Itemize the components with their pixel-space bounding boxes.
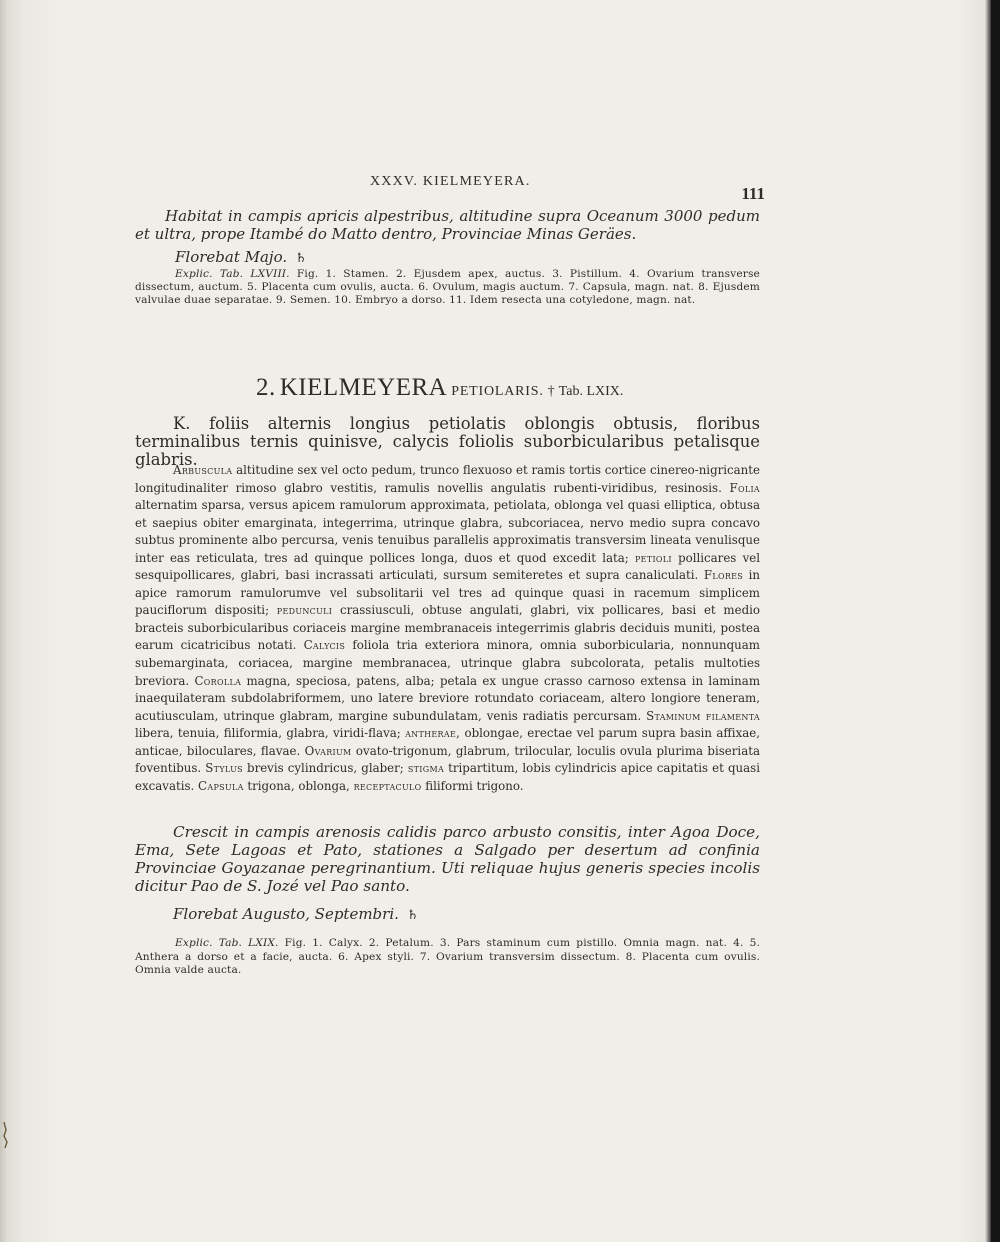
- species-epithet: PETIOLARIS.: [451, 384, 544, 399]
- description-text: in apice ramorum ramulorumve vel subsolitarii vel tres ad quinque quasi in racemum simplicem pauciflorum dispositi;: [135, 568, 760, 618]
- description-text: foliola tria exteriora minora, omnia suborbicularia, nonnunquam subemarginata, coriacea, margine membranacea, utrinque glabra subcolorata, petalis multoties breviora.: [135, 638, 760, 688]
- description-term: Folia: [729, 480, 760, 495]
- species-number: 2.: [256, 374, 276, 401]
- habitat-paragraph: Habitat in campis apricis alpestribus, altitudine supra Oceanum 3000 pedum et ultra, prope Itambé do Matto dentro, Provinciae Minas Geräes.: [135, 207, 760, 243]
- running-title: XXXV. KIELMEYERA.: [370, 174, 531, 189]
- description-text: tripartitum, lobis cylindricis apice capitatis et quasi excavatis.: [135, 761, 760, 793]
- description-term: pedunculi: [276, 603, 333, 618]
- description-term: Corolla: [194, 673, 242, 688]
- flowering-text-2: Florebat Augusto, Septembri.: [173, 905, 399, 923]
- plate-explanation-text-2: Fig. 1. Calyx. 2. Petalum. 3. Pars staminum cum pistillo. Omnia magn. nat. 4. 5. Anthera a dorso et a facie, aucta. 6. Apex styli. 7. Ovarium transversim dissectum. 8. Placenta cum ovulis. Omnia valde aucta.: [135, 937, 760, 976]
- flowering-note: [175, 248, 800, 266]
- description-text: magna, speciosa, patens, alba; petala ex ungue crasso carnoso extensa in laminam inaequilateram subdolabriformem, uno latere breviore rotundato coriaceam, altero longiore teneram, acutiusculam, utrinque glabram, margine subundulatam, venis radiatis percursam.: [135, 673, 761, 723]
- description-term: antherae,: [405, 726, 461, 741]
- page-number: 111: [741, 184, 765, 203]
- species-heading: [256, 374, 676, 402]
- description-text: altitudine sex vel octo pedum, trunco flexuoso et ramis tortis cortice cinereo-nigricante longitudinaliter rimoso glabro vestitis, ramulis novellis angulatis rubenti-viridibus, resinosis.: [135, 463, 760, 495]
- shrub-symbol-2: ♄: [406, 908, 419, 923]
- description-term: stigma: [407, 761, 445, 776]
- plate-explanation: [135, 268, 760, 308]
- description-term: Staminum filamenta: [646, 708, 760, 723]
- description-text: brevis cylindricus, glaber;: [242, 761, 408, 776]
- description-term: Stylus: [205, 761, 243, 776]
- description-term: Flores: [703, 568, 744, 583]
- plate-explanation-text: Fig. 1. Stamen. 2. Ejusdem apex, auctus. 3. Pistillum. 4. Ovarium transverse dissectum, auctum. 5. Placenta cum ovulis, aucta. 6. Ovulum, magis auctum. 7. Capsula, magn. nat. 8. Ejusdem valvulae duae separatae. 9. Semen. 10. Embryo a dorso. 11. Idem resecta una cotyledone, magn. nat.: [135, 268, 760, 307]
- species-diagnosis: K. foliis alternis longius petiolatis oblongis obtusis, floribus terminalibus ternis quinisve, calycis foliolis suborbicularibus petalisque glabris.: [135, 414, 760, 469]
- description-text: crassiusculi, obtuse angulati, glabri, vix pollicares, basi et medio bracteis suborbicularibus coriaceis margine membranaceis integerrimis glabris deciduis muniti, postea earum cicatricibus notati.: [135, 603, 760, 653]
- description-text: filiformi trigono.: [421, 778, 524, 793]
- description-text: ovato-trigonum, glabrum, trilocular, loculis ovula plurima biseriata foventibus.: [135, 743, 761, 776]
- description-term: Calycis: [303, 638, 346, 653]
- genus-name: KIELMEYERA: [279, 374, 448, 401]
- plate-explanation-2: [135, 937, 760, 978]
- description-text: pollicares vel sesquipollicares, glabri, basi incrassati articulati, sursum semiteretes et supra canaliculati.: [135, 550, 760, 583]
- description-text: oblongae, erectae vel parum supra basin affixae, anticae, biloculares, flavae.: [135, 726, 760, 758]
- binding-thread-mark: [2, 1122, 9, 1148]
- page-header: [135, 172, 765, 203]
- scan-background-edge: [991, 0, 1000, 1242]
- plate-label-2: Explic. Tab. LXIX.: [175, 937, 279, 949]
- dagger-mark: †: [547, 384, 555, 399]
- species-description: [135, 462, 760, 795]
- description-term: Arbuscula: [173, 463, 233, 477]
- flowering-note-2: [173, 905, 798, 923]
- page-gutter-shadow: [0, 0, 8, 1242]
- description-term: receptaculo: [353, 778, 422, 793]
- description-text: libera, tenuia, filiformia, glabra, viridi-flava;: [135, 726, 406, 741]
- description-text: trigona, oblonga,: [243, 778, 354, 793]
- description-text: alternatim sparsa, versus apicem ramulorum approximata, petiolata, oblonga vel quasi elliptica, obtusa et saepius obiter emarginata, integerrima, utrinque glabra, subcoriacea, nervo medio supra concavo subtus prominente albo percursa, venis tenuibus parallelis approximatis transversim lineata venulisque inter eas reticulata, tres ad quinque pollices longa, duos et quod excedit lata;: [135, 498, 760, 565]
- shrub-symbol: ♄: [295, 251, 307, 266]
- distribution-paragraph: Crescit in campis arenosis calidis parco arbusto consitis, inter Agoa Doce, Ema, Sete Lagoas et Pato, stationes a Salgado per desertum ad confinia Provinciae Goyazanae peregrinantium. Uti reliquae hujus generis species incolis dicitur Pao de S. Jozé vel Pao santo.: [135, 823, 760, 895]
- flowering-text: Florebat Majo.: [175, 248, 288, 266]
- description-term: Ovarium: [304, 743, 352, 758]
- description-term: petioli: [635, 550, 672, 565]
- description-term: Capsula: [198, 778, 244, 793]
- plate-reference: Tab. LXIX.: [558, 384, 624, 399]
- plate-label: Explic. Tab. LXVIII.: [175, 268, 290, 280]
